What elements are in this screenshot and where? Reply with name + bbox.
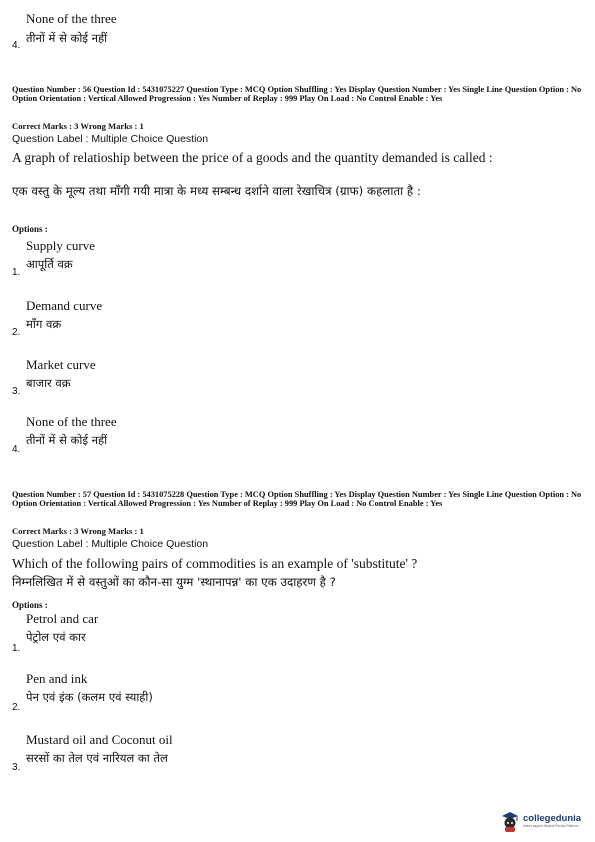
q56-option-4-english: None of the three (26, 414, 117, 429)
q56-option-2-english: Demand curve (26, 298, 103, 313)
q56-option-2-hindi: माँग वक्र (26, 317, 62, 331)
q56-option-4-hindi: तीनों में से कोई नहीं (26, 433, 108, 447)
q57-option-1-number: 1. (12, 643, 21, 654)
q57-option-3-english: Mustard oil and Coconut oil (26, 732, 173, 747)
q57-text-hindi: निम्नलिखित में से वस्तुओं का कौन-सा युग्म 'स्थानापन्न' का एक उदाहरण है ? (12, 575, 336, 589)
q57-label: Question Label : Multiple Choice Question (12, 538, 209, 550)
prev-option-4-number: 4. (12, 40, 21, 51)
q57-option-1-english: Petrol and car (26, 611, 99, 626)
q56-option-1-number: 1. (12, 267, 21, 278)
q57-marks: Correct Marks : 3 Wrong Marks : 1 (12, 526, 144, 536)
q56-text-english: A graph of relatioship between the price of a goods and the quantity demanded is called : (12, 150, 493, 165)
q56-option-1-hindi: आपूर्ति वक्र (26, 257, 73, 271)
logo-wordmark: collegedunia (523, 813, 582, 824)
logo-tagline: India's largest Student Review Platform (523, 824, 579, 828)
q57-option-2-english: Pen and ink (26, 671, 88, 686)
q56-option-1-english: Supply curve (26, 238, 95, 253)
collegedunia-logo (500, 806, 592, 836)
q57-options-heading: Options : (12, 600, 48, 610)
q56-option-3-hindi: बाजार वक्र (26, 376, 71, 390)
q56-marks: Correct Marks : 3 Wrong Marks : 1 (12, 121, 144, 131)
mascot-icon (500, 810, 520, 832)
prev-option-4-hindi: तीनों में से कोई नहीं (26, 31, 108, 45)
q57-option-2-hindi: पेन एवं इंक (कलम एवं स्याही) (26, 690, 153, 704)
q56-option-4-number: 4. (12, 444, 21, 455)
prev-option-4-english: None of the three (26, 11, 117, 26)
q56-meta: Question Number : 56 Question Id : 5431075227 Question Type : MCQ Option Shuffling : Yes Display Question Number : Yes Single Line Question Option : No Option Orientation : Vertical Allowed Progression : Yes Number of Replay : 999 Play On Load : No Control Enable : Yes (12, 85, 582, 104)
q57-option-1-hindi: पेट्रोल एवं कार (26, 630, 86, 644)
q57-option-2-number: 2. (12, 702, 21, 713)
q57-option-3-hindi: सरसों का तेल एवं नारियल का तेल (26, 751, 168, 765)
q57-text-english: Which of the following pairs of commodities is an example of 'substitute' ? (12, 556, 418, 571)
q56-label: Question Label : Multiple Choice Question (12, 133, 209, 145)
q56-options-heading: Options : (12, 224, 48, 234)
q56-option-2-number: 2. (12, 327, 21, 338)
q56-text-hindi: एक वस्तु के मूल्य तथा माँगी गयी मात्रा के मध्य सम्बन्ध दर्शाने वाला रेखाचित्र (ग्राफ) कहलाता है : (12, 184, 421, 198)
q56-option-3-number: 3. (12, 386, 21, 397)
q57-meta: Question Number : 57 Question Id : 5431075228 Question Type : MCQ Option Shuffling : Yes Display Question Number : Yes Single Line Question Option : No Option Orientation : Vertical Allowed Progression : Yes Number of Replay : 999 Play On Load : No Control Enable : Yes (12, 490, 582, 509)
q57-option-3-number: 3. (12, 762, 21, 773)
q56-option-3-english: Market curve (26, 357, 96, 372)
